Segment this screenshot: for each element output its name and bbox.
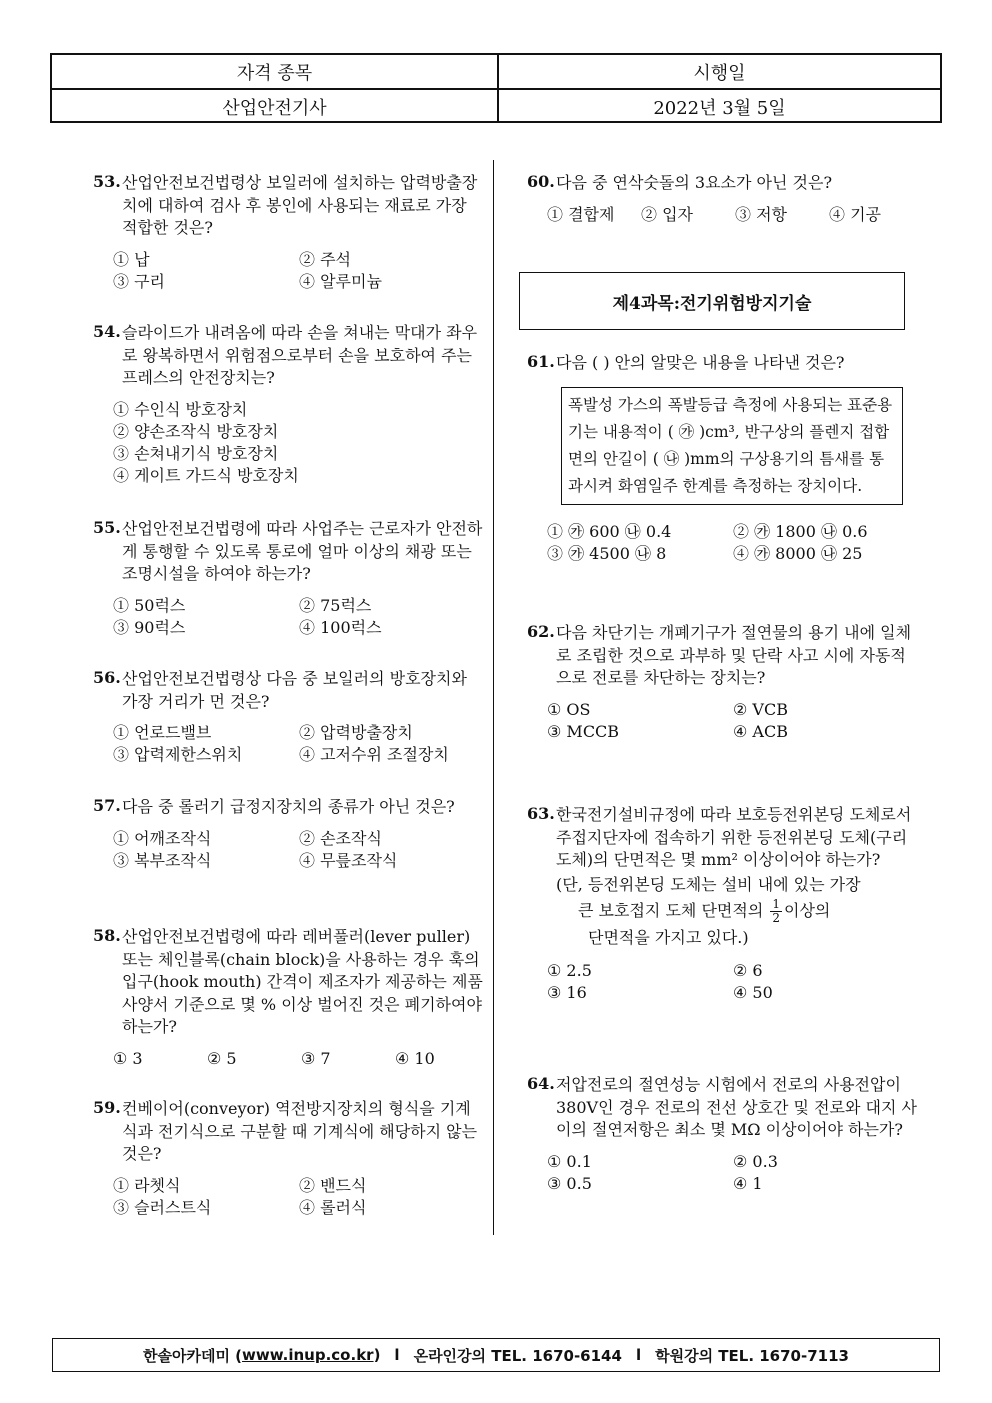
- offline-phone: 학원강의 TEL. 1670-7113: [655, 1346, 849, 1365]
- question-stem: 다음 중 연삭숫돌의 3요소가 아닌 것은?: [556, 173, 833, 192]
- academy-close: ): [373, 1346, 381, 1364]
- question-number: 60.: [527, 172, 555, 191]
- note-text: 이상의: [784, 900, 831, 920]
- option-1[interactable]: ① 2.5: [547, 960, 592, 980]
- right-column-lower: [527, 352, 917, 1195]
- options: [93, 1175, 483, 1219]
- option-4[interactable]: ④ 고저수위 조절장치: [299, 745, 449, 764]
- question-61: [527, 352, 917, 622]
- separator: l: [635, 1346, 642, 1364]
- option-2[interactable]: ② 손조작식: [299, 828, 382, 848]
- question-57: [93, 796, 483, 926]
- question-number: 58.: [93, 926, 121, 945]
- option-2[interactable]: ② 6: [733, 960, 763, 980]
- option-3[interactable]: ③ 압력제한스위치: [113, 745, 243, 764]
- question-stem: 컨베이어(conveyor) 역전방지장치의 형식을 기계식과 전기식으로 구분할 때 기계식에 해당하지 않는 것은?: [122, 1099, 478, 1163]
- option-2[interactable]: ② 양손조작식 방호장치: [113, 421, 279, 441]
- question-54: [93, 322, 483, 518]
- option-3[interactable]: ③ 저항: [735, 204, 787, 224]
- question-stem: 슬라이드가 내려옴에 따라 손을 쳐내는 막대가 좌우로 왕복하면서 위험점으로부터 손을 보호하여 주는 프레스의 안전장치는?: [122, 323, 478, 387]
- note-line: 단면적을 가지고 있다.): [588, 927, 749, 947]
- option-4[interactable]: ④ 알루미늄: [299, 271, 382, 291]
- question-number: 59.: [93, 1098, 121, 1117]
- option-4[interactable]: ④ 1: [733, 1173, 763, 1193]
- option-2[interactable]: ② 5: [207, 1048, 237, 1068]
- section-title: 제4과목:전기위험방지기술: [519, 272, 905, 330]
- option-3[interactable]: ③ 7: [301, 1048, 331, 1068]
- option-4[interactable]: ④ 롤러식: [299, 1197, 367, 1217]
- question-stem: 산업안전보건법령상 다음 중 보일러의 방호장치와 가장 거리가 먼 것은?: [122, 669, 467, 711]
- website-link[interactable]: www.inup.co.kr: [242, 1346, 374, 1364]
- option-2[interactable]: ② 입자: [641, 204, 693, 224]
- options: [93, 249, 483, 293]
- subject-label: 자격 종목: [236, 62, 313, 84]
- question-stem: 다음 차단기는 개폐기구가 절연물의 용기 내에 일체로 조립한 것으로 과부하 및 단락 사고 시에 자동적으로 전로를 차단하는 장치는?: [556, 623, 912, 687]
- note-line: (단, 등전위본딩 도체는 설비 내에 있는 가장: [556, 874, 861, 894]
- question-stem: 다음 중 롤러기 급정지장치의 종류가 아닌 것은?: [122, 797, 455, 816]
- options: [527, 960, 917, 1004]
- option-3[interactable]: ③ 복부조작식: [113, 850, 212, 870]
- question-number: 53.: [93, 172, 121, 191]
- options: [93, 828, 483, 872]
- option-4[interactable]: ④ 10: [395, 1048, 435, 1068]
- option-2[interactable]: ② 75럭스: [299, 595, 372, 615]
- question-63: [527, 804, 917, 1074]
- question-stem: 산업안전보건법령에 따라 레버풀러(lever puller) 또는 체인블록(chain block)을 사용하는 경우 훅의 입구(hook mouth) 간격이 제조자가 제공하는 제품사양서 기준으로 몇 % 이상 벌어진 것은 폐기하여야 하는가?: [122, 927, 483, 1036]
- question-stem: 한국전기설비규정에 따라 보호등전위본딩 도체로서 주접지단자에 접속하기 위한 등전위본딩 도체(구리도체)의 단면적은 몇 mm² 이상이어야 하는가?: [556, 805, 912, 869]
- question-number: 56.: [93, 668, 121, 687]
- question-62: [527, 622, 917, 804]
- left-column: [93, 172, 483, 1219]
- option-4[interactable]: ④ 기공: [829, 204, 881, 224]
- option-3[interactable]: ③ 0.5: [547, 1173, 592, 1193]
- option-3[interactable]: ③ 16: [547, 982, 587, 1002]
- options: [527, 521, 917, 565]
- options: [93, 1048, 483, 1070]
- fraction-denominator: 2: [772, 910, 781, 925]
- question-56: [93, 668, 483, 796]
- options: [527, 204, 917, 226]
- separator: l: [394, 1346, 400, 1364]
- option-1[interactable]: ① 결합제: [547, 204, 615, 224]
- note-text: 큰 보호접지 도체 단면적의: [578, 900, 764, 920]
- option-4[interactable]: ④ ACB: [733, 721, 788, 741]
- question-64: [527, 1074, 917, 1195]
- question-59: [93, 1098, 483, 1219]
- option-4[interactable]: ④ 무릎조작식: [299, 850, 398, 870]
- question-number: 63.: [527, 804, 555, 823]
- option-3[interactable]: ③ 슬러스트식: [113, 1197, 212, 1217]
- note-line: [556, 898, 917, 925]
- option-4[interactable]: ④ ㉮ 8000 ㉯ 25: [733, 543, 863, 563]
- academy-name: 한솔아카데미 (: [143, 1346, 243, 1365]
- question-number: 55.: [93, 518, 121, 537]
- option-2[interactable]: ② 압력방출장치: [299, 723, 413, 742]
- question-number: 61.: [527, 352, 555, 371]
- options: [527, 699, 917, 743]
- option-1[interactable]: ① 50럭스: [113, 595, 186, 615]
- option-4[interactable]: ④ 100럭스: [299, 617, 382, 637]
- question-stem: 산업안전보건법령상 보일러에 설치하는 압력방출장치에 대하여 검사 후 봉인에 사용되는 재료로 가장 적합한 것은?: [122, 173, 478, 237]
- question-stem: 다음 ( ) 안의 알맞은 내용을 나타낸 것은?: [556, 353, 845, 372]
- date-value: 2022년 3월 5일: [497, 90, 940, 123]
- option-3[interactable]: ③ 구리: [113, 271, 165, 291]
- options: [527, 1151, 917, 1195]
- option-3[interactable]: ③ 손쳐내기식 방호장치: [113, 443, 279, 463]
- option-2[interactable]: ② ㉮ 1800 ㉯ 0.6: [733, 521, 868, 541]
- online-phone: 온라인강의 TEL. 1670-6144: [413, 1346, 622, 1365]
- options: [93, 722, 483, 766]
- option-1[interactable]: ① 납: [113, 249, 150, 269]
- option-4[interactable]: ④ 50: [733, 982, 773, 1002]
- date-label: 시행일: [497, 55, 940, 88]
- option-4[interactable]: ④ 게이트 가드식 방호장치: [113, 465, 299, 485]
- option-1[interactable]: ① 3: [113, 1048, 143, 1068]
- subject-value: 산업안전기사: [222, 97, 327, 119]
- right-column: [527, 172, 917, 226]
- question-number: 64.: [527, 1074, 555, 1093]
- option-2[interactable]: ② 0.3: [733, 1151, 778, 1171]
- option-1[interactable]: ① 0.1: [547, 1151, 592, 1171]
- option-2[interactable]: ② 주석: [299, 249, 351, 269]
- column-divider: [493, 160, 494, 1235]
- option-3[interactable]: ③ 90럭스: [113, 617, 186, 637]
- exam-header-table: [50, 53, 942, 123]
- footer: [52, 1338, 940, 1372]
- option-1[interactable]: ① 어깨조작식: [113, 828, 212, 848]
- question-58: [93, 926, 483, 1098]
- option-2[interactable]: ② 밴드식: [299, 1175, 367, 1195]
- option-2[interactable]: ② VCB: [733, 699, 788, 719]
- options: [93, 399, 483, 487]
- question-number: 57.: [93, 796, 121, 815]
- fraction-one-half: [770, 898, 782, 925]
- option-1[interactable]: ① 언로드밸브: [113, 723, 212, 742]
- question-stem: 산업안전보건법령에 따라 사업주는 근로자가 안전하게 통행할 수 있도록 통로에 얼마 이상의 채광 또는 조명시설을 하여야 하는가?: [122, 519, 483, 583]
- option-3[interactable]: ③ MCCB: [547, 721, 620, 741]
- question-box: 폭발성 가스의 폭발등급 측정에 사용되는 표준용기는 내용적이 ( ㉮ )cm³, 반구상의 플렌지 접합면의 안길이 ( ㉯ )mm의 구상용기의 틈새를 통과시켜 화염일주 한계를 측정하는 장치이다.: [561, 387, 903, 505]
- question-55: [93, 518, 483, 668]
- option-1[interactable]: ① OS: [547, 699, 591, 719]
- question-60: [527, 172, 917, 226]
- question-stem: 저압전로의 절연성능 시험에서 전로의 사용전압이 380V인 경우 전로의 전선 상호간 및 전로와 대지 사이의 절연저항은 최소 몇 MΩ 이상이어야 하는가?: [556, 1075, 917, 1139]
- option-1[interactable]: ① 라쳇식: [113, 1175, 181, 1195]
- fraction-numerator: 1: [772, 896, 781, 911]
- question-number: 62.: [527, 622, 555, 641]
- question-number: 54.: [93, 322, 121, 341]
- question-note: [527, 872, 917, 951]
- option-3[interactable]: ③ ㉮ 4500 ㉯ 8: [547, 543, 667, 563]
- option-1[interactable]: ① ㉮ 600 ㉯ 0.4: [547, 521, 672, 541]
- question-53: [93, 172, 483, 322]
- options: [93, 595, 483, 639]
- option-1[interactable]: ① 수인식 방호장치: [113, 399, 248, 419]
